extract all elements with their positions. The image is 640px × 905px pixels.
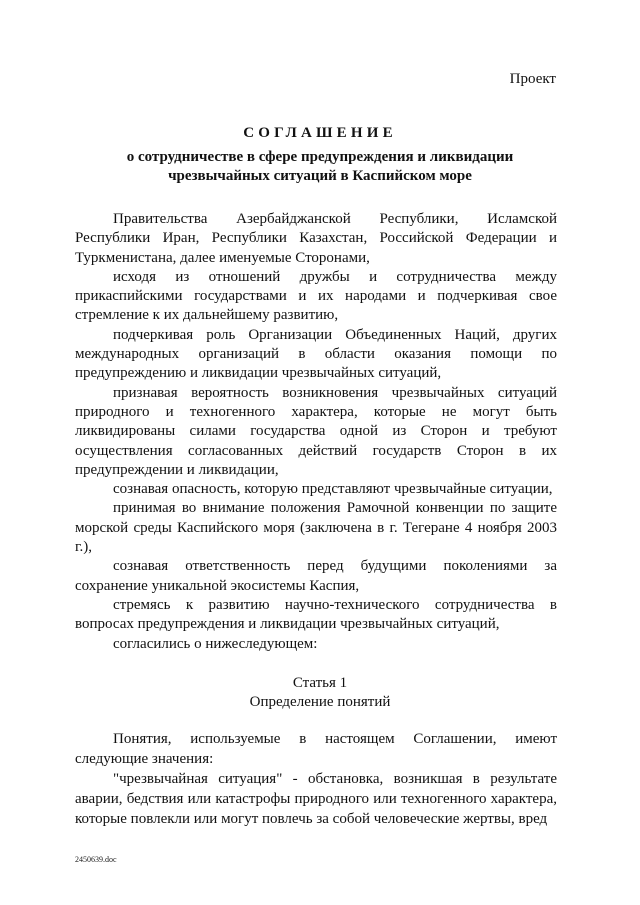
preamble-paragraph: сознавая ответственность перед будущими поколениями за сохранение уникальной экосистемы Каспия, [75, 558, 557, 594]
subtitle-line-2: чрезвычайных ситуаций в Каспийском море [168, 168, 472, 184]
preamble-paragraph: стремясь к развитию научно-технического сотрудничества в вопросах предупреждения и ликвидации чрезвычайных ситуаций, [75, 596, 557, 633]
preamble-paragraph: согласились о нижеследующем: [113, 635, 318, 652]
article-paragraph: Понятия, используемые в настоящем Соглашении, имеют следующие значения: [75, 731, 557, 767]
preamble-paragraph: подчеркивая роль Организации Объединенных Наций, других международных организаций в области оказания помощи по предупреждению и ликвидации чрезвычайных ситуаций, [75, 326, 557, 382]
document-title: СОГЛАШЕНИЕ [243, 125, 397, 141]
article-1-body [75, 729, 557, 829]
subtitle-line-1: о сотрудничестве в сфере предупреждения и ликвидации [126, 149, 514, 165]
article-paragraph: "чрезвычайная ситуация" - обстановка, возникшая в результате аварии, бедствия или катастрофы природного или техногенного характера, которые повлекли или могут повлечь за собой человеческие жертвы, вред [75, 771, 557, 827]
preamble-paragraph: Правительства Азербайджанской Республики, Исламской Республики Иран, Республики Казахстан, Российской Федерации и Туркменистана, далее именуемые Сторонами, [75, 211, 557, 266]
preamble-paragraph: принимая во внимание положения Рамочной конвенции по защите морской среды Каспийского моря (заключена в г. Тегеране 4 ноября 2003 г.), [75, 500, 557, 556]
document-subtitle [70, 148, 570, 186]
file-name-footer: 2450639.doc [75, 855, 117, 864]
preamble [75, 210, 557, 654]
draft-stamp: Проект [509, 71, 556, 87]
preamble-paragraph: сознавая опасность, которую представляют чрезвычайные ситуации, [113, 481, 553, 498]
preamble-paragraph: признавая вероятность возникновения чрезвычайных ситуаций природного и техногенного характера, которые не могут быть ликвидированы силами государства одной из Сторон и требуют осуществления согласованных действий государств Сторон в их предупреждении и ликвидации, [75, 384, 557, 478]
article-heading: Определение понятий [249, 694, 391, 710]
preamble-paragraph: исходя из отношений дружбы и сотрудничества между прикаспийскими государствами и их народами и подчеркивая свое стремление к их дальнейшему развитию, [75, 268, 557, 324]
article-number: Статья 1 [292, 675, 348, 691]
article-1-header [0, 674, 640, 712]
